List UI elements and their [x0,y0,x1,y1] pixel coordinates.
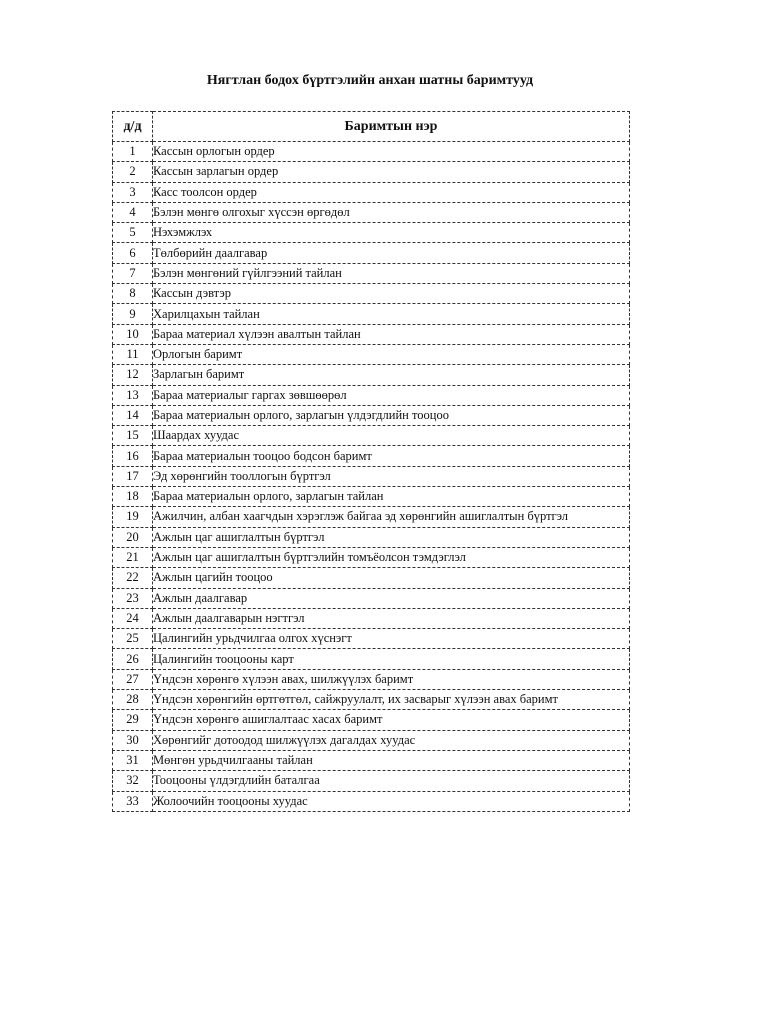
row-number: 20 [113,527,153,547]
document-name: Ажлын даалгаварын нэгтгэл [153,608,630,628]
document-name: Эд хөрөнгийн тооллогын бүртгэл [153,466,630,486]
row-number: 25 [113,629,153,649]
document-name: Цалингийн тооцооны карт [153,649,630,669]
table-row [113,730,630,750]
table-row [113,162,630,182]
row-number: 18 [113,487,153,507]
document-name: Ажлын цаг ашиглалтын бүртгэл [153,527,630,547]
document-name: Жолоочийн тооцооны хуудас [153,791,630,811]
table-row [113,690,630,710]
table-header-row [113,112,630,142]
table-row [113,202,630,222]
row-number: 15 [113,426,153,446]
row-number: 22 [113,568,153,588]
document-name: Мөнгөн урьдчилгааны тайлан [153,750,630,770]
row-number: 32 [113,771,153,791]
row-number: 23 [113,588,153,608]
document-name: Ажилчин, албан хаагчдын хэрэглэж байгаа эд хөрөнгийн ашиглалтын бүртгэл [153,507,630,527]
document-name: Кассын орлогын ордер [153,142,630,162]
table-row [113,547,630,567]
row-number: 16 [113,446,153,466]
table-row [113,426,630,446]
row-number: 5 [113,223,153,243]
document-name: Кассын дэвтэр [153,284,630,304]
document-name: Бэлэн мөнгө олгохыг хүссэн өргөдөл [153,202,630,222]
document-name: Бараа материалын тооцоо бодсон баримт [153,446,630,466]
table-row [113,568,630,588]
document-name: Кассын зарлагын ордер [153,162,630,182]
row-number: 21 [113,547,153,567]
row-number: 8 [113,284,153,304]
documents-table [112,111,630,812]
table-row [113,142,630,162]
row-number: 30 [113,730,153,750]
row-number: 17 [113,466,153,486]
column-header-number: д/д [113,112,153,142]
document-name: Цалингийн урьдчилгаа олгох хүснэгт [153,629,630,649]
row-number: 6 [113,243,153,263]
document-name: Үндсэн хөрөнгийн өртгөтгөл, сайжруулалт, их засварыг хүлээн авах баримт [153,690,630,710]
table-row [113,669,630,689]
row-number: 19 [113,507,153,527]
table-row [113,629,630,649]
document-name: Касс тоолсон ордер [153,182,630,202]
table-row [113,588,630,608]
row-number: 7 [113,263,153,283]
document-name: Нэхэмжлэх [153,223,630,243]
row-number: 11 [113,344,153,364]
document-name: Орлогын баримт [153,344,630,364]
row-number: 26 [113,649,153,669]
row-number: 28 [113,690,153,710]
table-row [113,304,630,324]
document-name: Ажлын цаг ашиглалтын бүртгэлийн томъёолсон тэмдэглэл [153,547,630,567]
document-name: Бэлэн мөнгөний гүйлгээний тайлан [153,263,630,283]
document-name: Бараа материалын орлого, зарлагын үлдэгдлийн тооцоо [153,405,630,425]
document-name: Хөрөнгийг дотоодод шилжүүлэх дагалдах хуудас [153,730,630,750]
table-row [113,385,630,405]
table-row [113,243,630,263]
document-name: Бараа материал хүлээн авалтын тайлан [153,324,630,344]
table-row [113,466,630,486]
document-name: Харилцахын тайлан [153,304,630,324]
row-number: 9 [113,304,153,324]
document-name: Бараа материалын орлого, зарлагын тайлан [153,487,630,507]
table-row [113,446,630,466]
table-row [113,507,630,527]
document-name: Бараа материалыг гаргах зөвшөөрөл [153,385,630,405]
document-name: Шаардах хуудас [153,426,630,446]
table-row [113,750,630,770]
document-name: Ажлын даалгавар [153,588,630,608]
row-number: 10 [113,324,153,344]
row-number: 14 [113,405,153,425]
document-name: Үндсэн хөрөнгө ашиглалтаас хасах баримт [153,710,630,730]
table-row [113,284,630,304]
document-title: Нягтлан бодох бүртгэлийн анхан шатны баримтууд [206,73,534,88]
table-row [113,263,630,283]
row-number: 13 [113,385,153,405]
table-row [113,344,630,364]
row-number: 1 [113,142,153,162]
table-body [113,142,630,812]
row-number: 33 [113,791,153,811]
document-name: Төлбөрийн даалгавар [153,243,630,263]
document-name: Үндсэн хөрөнгө хүлээн авах, шилжүүлэх баримт [153,669,630,689]
table-row [113,324,630,344]
table-row [113,649,630,669]
table-row [113,405,630,425]
row-number: 4 [113,202,153,222]
document-name: Зарлагын баримт [153,365,630,385]
table-row [113,223,630,243]
table-row [113,771,630,791]
document-name: Тооцооны үлдэгдлийн баталгаа [153,771,630,791]
row-number: 31 [113,750,153,770]
row-number: 12 [113,365,153,385]
row-number: 27 [113,669,153,689]
table-row [113,791,630,811]
table-row [113,710,630,730]
table-row [113,365,630,385]
table-row [113,487,630,507]
column-header-document-name: Баримтын нэр [153,112,630,142]
table-row [113,182,630,202]
table-row [113,527,630,547]
table-row [113,608,630,628]
row-number: 29 [113,710,153,730]
document-name: Ажлын цагийн тооцоо [153,568,630,588]
row-number: 2 [113,162,153,182]
row-number: 3 [113,182,153,202]
row-number: 24 [113,608,153,628]
